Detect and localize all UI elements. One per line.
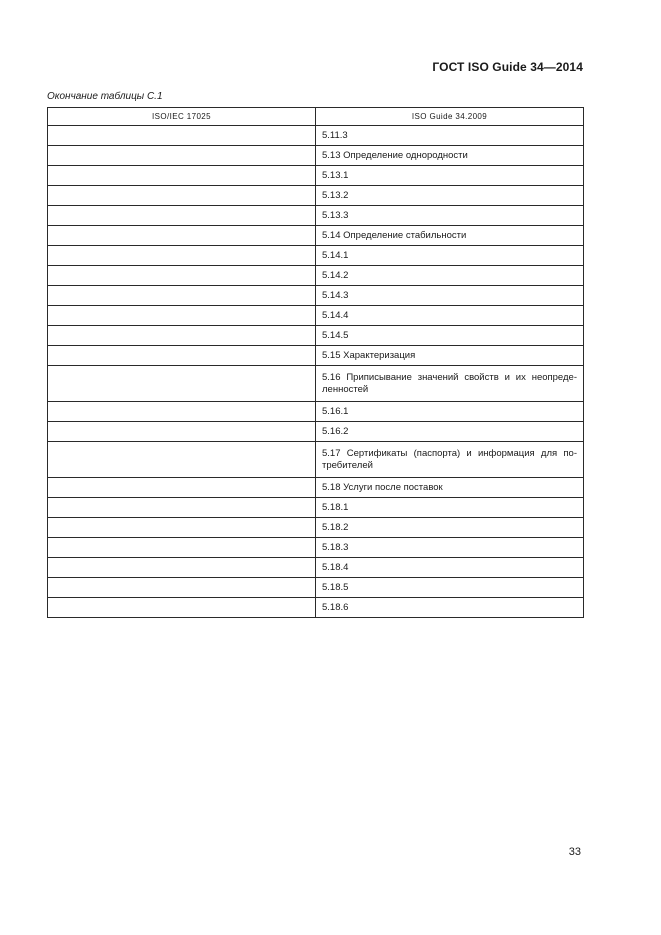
- table-row: [48, 186, 584, 206]
- table-row: [48, 226, 584, 246]
- iso-guide-34-cell: 5.18.3: [316, 538, 584, 558]
- iso-iec-17025-cell: [48, 422, 316, 442]
- table-row: [48, 306, 584, 326]
- iso-guide-34-cell: 5.16.2: [316, 422, 584, 442]
- table-row: [48, 402, 584, 422]
- column-header-iso-guide-34: ISO Guide 34.2009: [316, 108, 584, 126]
- iso-iec-17025-cell: [48, 126, 316, 146]
- table-row: [48, 366, 584, 402]
- iso-guide-34-cell: 5.13 Определение однородности: [316, 146, 584, 166]
- iso-guide-34-cell: 5.14.4: [316, 306, 584, 326]
- table-row: [48, 326, 584, 346]
- column-header-iso-iec-17025: ISO/IEC 17025: [48, 108, 316, 126]
- iso-iec-17025-cell: [48, 346, 316, 366]
- iso-iec-17025-cell: [48, 498, 316, 518]
- iso-iec-17025-cell: [48, 206, 316, 226]
- iso-iec-17025-cell: [48, 166, 316, 186]
- table-row: [48, 598, 584, 618]
- table-row: [48, 126, 584, 146]
- iso-iec-17025-cell: [48, 266, 316, 286]
- table-row: [48, 578, 584, 598]
- table-row: [48, 498, 584, 518]
- iso-iec-17025-cell: [48, 578, 316, 598]
- iso-guide-34-cell: 5.14.5: [316, 326, 584, 346]
- iso-guide-34-cell: 5.16.1: [316, 402, 584, 422]
- table-row: [48, 246, 584, 266]
- iso-guide-34-cell: 5.14.1: [316, 246, 584, 266]
- iso-guide-34-cell: 5.14.3: [316, 286, 584, 306]
- table-row: [48, 422, 584, 442]
- iso-guide-34-cell: 5.18.5: [316, 578, 584, 598]
- iso-iec-17025-cell: [48, 306, 316, 326]
- iso-guide-34-cell: 5.18 Услуги после поставок: [316, 478, 584, 498]
- table-caption: Окончание таблицы С.1: [47, 91, 163, 102]
- table-row: [48, 518, 584, 538]
- correspondence-table: [47, 107, 584, 618]
- iso-guide-34-cell: 5.14 Определение стабильности: [316, 226, 584, 246]
- iso-iec-17025-cell: [48, 146, 316, 166]
- iso-iec-17025-cell: [48, 518, 316, 538]
- table-row: [48, 478, 584, 498]
- iso-guide-34-cell: 5.16 Приписывание значений свойств и их неопреде-ленностей: [316, 366, 584, 402]
- iso-iec-17025-cell: [48, 286, 316, 306]
- iso-iec-17025-cell: [48, 326, 316, 346]
- iso-guide-34-cell: 5.11.3: [316, 126, 584, 146]
- table-header-row: [48, 108, 584, 126]
- iso-iec-17025-cell: [48, 478, 316, 498]
- iso-iec-17025-cell: [48, 226, 316, 246]
- table-row: [48, 538, 584, 558]
- table-row: [48, 166, 584, 186]
- document-title: ГОСТ ISO Guide 34—2014: [432, 60, 583, 74]
- iso-iec-17025-cell: [48, 598, 316, 618]
- iso-guide-34-cell: 5.17 Сертификаты (паспорта) и информация для по-требителей: [316, 442, 584, 478]
- iso-iec-17025-cell: [48, 538, 316, 558]
- table-row: [48, 206, 584, 226]
- iso-iec-17025-cell: [48, 246, 316, 266]
- iso-guide-34-cell: 5.13.1: [316, 166, 584, 186]
- iso-guide-34-cell: 5.18.4: [316, 558, 584, 578]
- table-row: [48, 558, 584, 578]
- iso-guide-34-cell: 5.13.3: [316, 206, 584, 226]
- iso-iec-17025-cell: [48, 186, 316, 206]
- iso-guide-34-cell: 5.15 Характеризация: [316, 346, 584, 366]
- iso-iec-17025-cell: [48, 366, 316, 402]
- table-body: [48, 126, 584, 618]
- table-row: [48, 286, 584, 306]
- iso-iec-17025-cell: [48, 442, 316, 478]
- iso-guide-34-cell: 5.18.6: [316, 598, 584, 618]
- iso-guide-34-cell: 5.18.1: [316, 498, 584, 518]
- table-row: [48, 146, 584, 166]
- table-row: [48, 266, 584, 286]
- iso-guide-34-cell: 5.13.2: [316, 186, 584, 206]
- table-row: [48, 346, 584, 366]
- iso-iec-17025-cell: [48, 558, 316, 578]
- table-row: [48, 442, 584, 478]
- page-number: 33: [568, 846, 581, 858]
- iso-guide-34-cell: 5.14.2: [316, 266, 584, 286]
- iso-guide-34-cell: 5.18.2: [316, 518, 584, 538]
- iso-iec-17025-cell: [48, 402, 316, 422]
